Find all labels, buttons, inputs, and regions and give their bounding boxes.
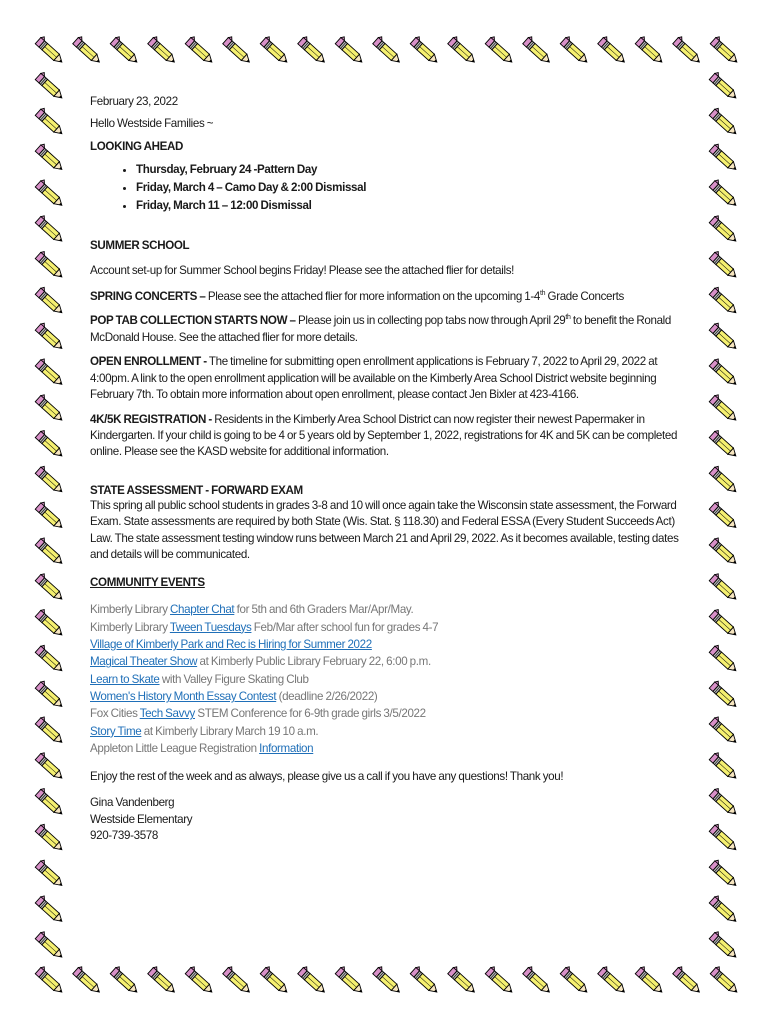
looking-ahead-heading: LOOKING AHEAD: [90, 139, 184, 153]
pencil-icon: [709, 286, 740, 316]
greeting: Hello Westside Families ~: [90, 117, 214, 131]
event-text: with Valley Figure Skating Club: [159, 672, 309, 686]
community-events-heading: COMMUNITY EVENTS: [90, 575, 205, 589]
pencil-icon: [35, 214, 66, 244]
looking-ahead-list: [90, 161, 685, 215]
pencil-icon: [709, 572, 740, 602]
pencil-icon: [35, 572, 66, 602]
pencil-icon: [35, 429, 66, 459]
list-item: • Thursday, February 24 -Pattern Day: [136, 161, 685, 179]
chapter-chat-link[interactable]: Chapter Chat: [170, 603, 235, 617]
pencil-icon: [110, 35, 141, 65]
pencil-icon: [35, 608, 66, 638]
pencil-icon: [709, 107, 740, 137]
signature-block: [90, 795, 685, 844]
pop-tab-label: POP TAB COLLECTION STARTS NOW –: [90, 314, 296, 328]
pencil-icon: [635, 35, 666, 65]
tween-tuesdays-link[interactable]: Tween Tuesdays: [169, 620, 252, 634]
pencil-icon: [373, 965, 404, 995]
pencil-icon: [710, 35, 741, 65]
pencil-icon: [448, 965, 479, 995]
pencil-icon: [709, 429, 740, 459]
pencil-icon: [709, 895, 740, 925]
pencil-icon: [485, 35, 516, 65]
pencil-icon: [709, 859, 740, 889]
pencil-icon: [260, 35, 291, 65]
pencil-icon: [523, 965, 554, 995]
pencil-icon: [709, 930, 740, 960]
pencil-icon: [73, 35, 104, 65]
event-text: for 5th and 6th Graders Mar/Apr/May.: [234, 603, 414, 617]
pencil-icon: [110, 965, 141, 995]
list-item: [90, 653, 685, 670]
pencil-icon: [709, 823, 740, 853]
pencil-icon: [35, 143, 66, 173]
letter-body: [90, 93, 685, 844]
letter-date: February 23, 2022: [90, 95, 178, 108]
list-item: [90, 688, 685, 705]
registration-label: 4K/5K REGISTRATION -: [90, 412, 212, 426]
pencil-icon: [373, 35, 404, 65]
event-text: Appleton Little League Registration: [90, 742, 260, 756]
pencil-icon: [335, 35, 366, 65]
pencil-icon: [709, 751, 740, 781]
pencil-icon: [709, 214, 740, 244]
pencil-icon: [35, 823, 66, 853]
state-assessment-text: This spring all public school students in grades 3-8 and 10 will once again take the Wisconsin state assessment, the Forward Exam. State assessments are required by both State (Wis. Stat. § 118.30) and Federal ESSA (Every Student Succeeds Act) Law. The state assessment testing window runs between March 21 and April 29, 2022. As it becomes available, testing dates and details will be communicated.: [90, 498, 679, 562]
pencil-icon: [709, 465, 740, 495]
pencil-icon: [709, 358, 740, 388]
magical-theater-link[interactable]: Magical Theater Show: [90, 655, 198, 669]
list-item: [90, 636, 685, 653]
pencil-icon: [410, 965, 441, 995]
pencil-icon: [709, 716, 740, 746]
pencil-icon: [35, 895, 66, 925]
pencil-icon: [709, 322, 740, 352]
pencil-icon: [73, 965, 104, 995]
pencil-icon: [709, 644, 740, 674]
pencil-icon: [560, 35, 591, 65]
little-league-info-link[interactable]: Information: [259, 742, 314, 756]
list-item: [90, 740, 685, 757]
pencil-icon: [523, 35, 554, 65]
event-text: Fox Cities: [90, 707, 140, 721]
spring-concerts-text-end: Grade Concerts: [545, 289, 624, 303]
state-assessment-heading: STATE ASSESSMENT - FORWARD EXAM: [90, 483, 303, 497]
pencil-icon: [35, 358, 66, 388]
pencil-icon: [410, 35, 441, 65]
closing-text: Enjoy the rest of the week and as always, please give us a call if you have any questions! Thank you!: [90, 769, 564, 783]
summer-school-text: Account set-up for Summer School begins Friday! Please see the attached flier for details!: [90, 264, 515, 278]
pencil-icon: [35, 107, 66, 137]
pencil-icon: [35, 644, 66, 674]
pencil-icon: [709, 787, 740, 817]
pencil-icon: [223, 35, 254, 65]
tech-savvy-link[interactable]: Tech Savvy: [139, 707, 195, 721]
registration-paragraph: [90, 412, 685, 461]
pencil-icon: [35, 859, 66, 889]
pencil-icon: [335, 965, 366, 995]
pencil-icon: [709, 680, 740, 710]
pencil-icon: [35, 680, 66, 710]
pencil-icon: [709, 250, 740, 280]
registration-text: Residents in the Kimberly Area School District can now register their newest Papermaker in Kindergarten. If your child is going to be 4 or 5 years old by September 1, 2022, registrations for 4K and 5K can be completed online. Please see the KASD website for additional information.: [90, 412, 678, 459]
pencil-icon: [709, 143, 740, 173]
pencil-icon: [35, 787, 66, 817]
pencil-icon: [709, 179, 740, 209]
pencil-icon: [709, 608, 740, 638]
pencil-icon: [298, 35, 329, 65]
pencil-icon: [35, 322, 66, 352]
pencil-icon: [35, 930, 66, 960]
event-text: (deadline 2/26/2022): [276, 690, 378, 704]
community-events-list: [90, 601, 685, 758]
event-text: at Kimberly Public Library February 22, 6:00 p.m.: [197, 655, 431, 669]
pencil-icon: [148, 35, 179, 65]
event-text: STEM Conference for 6-9th grade girls 3/5/2022: [195, 707, 426, 721]
event-text: Kimberly Library: [90, 620, 170, 634]
pop-tab-text: Please join us in collecting pop tabs now through April 29: [295, 314, 566, 328]
pencil-icon: [673, 35, 704, 65]
spring-concerts-paragraph: [90, 288, 685, 305]
pencil-icon: [185, 965, 216, 995]
list-item: [90, 723, 685, 740]
pencil-icon: [35, 465, 66, 495]
pencil-icon: [35, 250, 66, 280]
list-item: [90, 619, 685, 636]
pencil-icon: [35, 286, 66, 316]
signature-name: Gina Vandenberg: [90, 796, 175, 810]
pencil-icon: [709, 501, 740, 531]
list-item: [90, 671, 685, 688]
pencil-icon: [185, 35, 216, 65]
list-item: [90, 705, 685, 722]
pencil-icon: [598, 965, 629, 995]
pencil-icon: [673, 965, 704, 995]
story-time-link[interactable]: Story Time: [90, 724, 142, 738]
pencil-icon: [485, 965, 516, 995]
pencil-icon: [148, 965, 179, 995]
pencil-icon: [35, 751, 66, 781]
pencil-icon: [710, 965, 741, 995]
pencil-icon: [35, 537, 66, 567]
pencil-icon: [598, 35, 629, 65]
pencil-icon: [709, 537, 740, 567]
list-item: • Friday, March 4 – Camo Day & 2:00 Dismissal: [136, 179, 685, 197]
park-rec-hiring-link[interactable]: Village of Kimberly Park and Rec is Hiring for Summer 2022: [90, 637, 372, 651]
spring-concerts-label: SPRING CONCERTS –: [90, 289, 206, 303]
essay-contest-link[interactable]: Women's History Month Essay Contest: [90, 690, 277, 704]
signature-school: Westside Elementary: [90, 812, 193, 826]
pencil-icon: [35, 179, 66, 209]
spring-concerts-text: Please see the attached flier for more information on the upcoming 1-4: [205, 289, 541, 303]
pencil-icon: [223, 965, 254, 995]
list-item: • Friday, March 11 – 12:00 Dismissal: [136, 197, 685, 215]
pencil-icon: [635, 965, 666, 995]
pencil-icon: [260, 965, 291, 995]
open-enrollment-label: OPEN ENROLLMENT -: [90, 355, 207, 369]
list-item: [90, 601, 685, 618]
pencil-icon: [35, 71, 66, 101]
pencil-icon: [35, 501, 66, 531]
pencil-icon: [709, 71, 740, 101]
event-text: at Kimberly Library March 19 10 a.m.: [141, 724, 319, 738]
event-text: Feb/Mar after school fun for grades 4-7: [251, 620, 439, 634]
pencil-icon: [35, 716, 66, 746]
learn-to-skate-link[interactable]: Learn to Skate: [90, 672, 160, 686]
pencil-icon: [35, 965, 66, 995]
open-enrollment-text: The timeline for submitting open enrollment applications is February 7, 2022 to April 29, 2022 at 4:00pm. A link to the open enrollment application will be available on the Kimberly Area School District website beginning February 7th. To obtain more information about open enrollment, please contact Jen Bixler at 423-4166.: [90, 355, 658, 402]
summer-school-heading: SUMMER SCHOOL: [90, 239, 190, 253]
pencil-icon: [448, 35, 479, 65]
pencil-icon: [35, 393, 66, 423]
ordinal-suffix: th: [565, 314, 571, 322]
pencil-icon: [560, 965, 591, 995]
ordinal-suffix: th: [540, 290, 546, 297]
pop-tab-text-end: to benefit the Ronald McDonald House. See the attached flier for more details.: [90, 314, 672, 344]
pencil-icon: [35, 35, 66, 65]
pop-tab-paragraph: [90, 313, 685, 346]
open-enrollment-paragraph: [90, 354, 685, 403]
event-text: Kimberly Library: [90, 603, 171, 617]
pencil-icon: [709, 393, 740, 423]
signature-phone: 920-739-3578: [90, 828, 159, 842]
pencil-icon: [298, 965, 329, 995]
